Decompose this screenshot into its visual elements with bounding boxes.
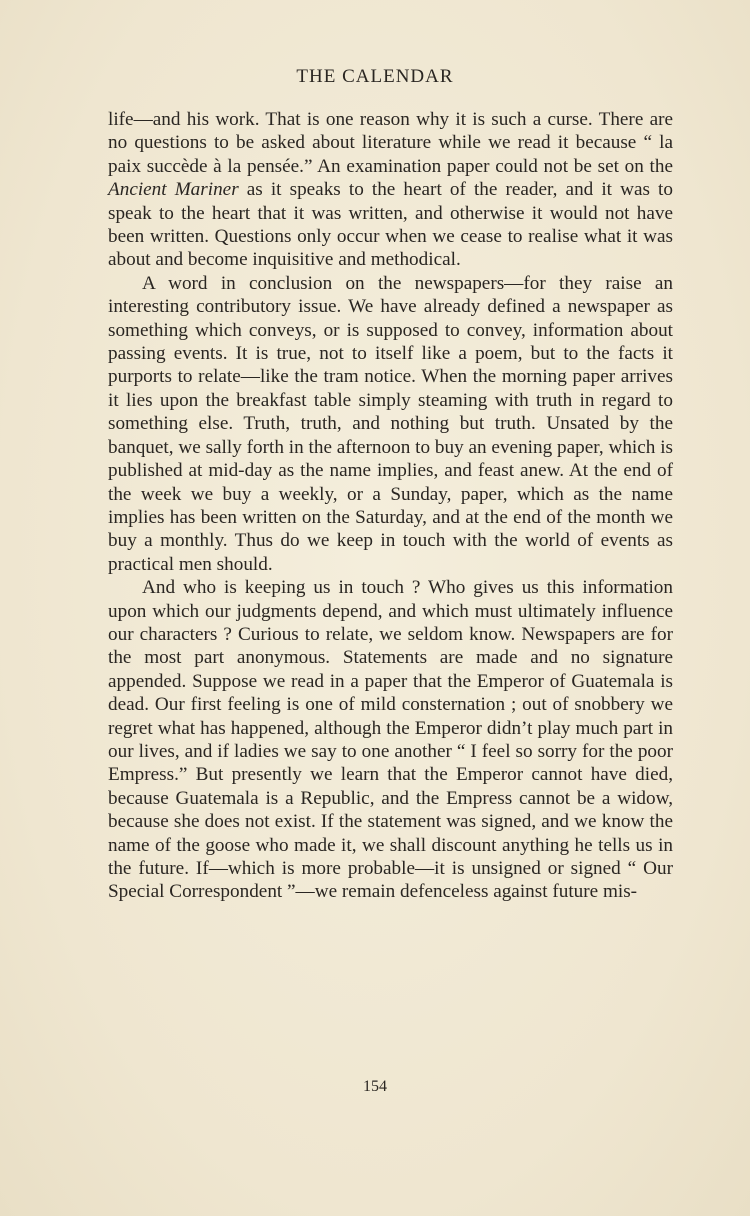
running-head: THE CALENDAR <box>296 66 454 87</box>
paragraph-2: A word in conclusion on the newspapers—for they raise an interesting contributory issue. We have already defined a newspaper as something which conveys, or is supposed to convey, information about passing events. It is true, not to itself like a poem, but to the facts it purports to relate—like the tram notice. When the morning paper arrives it lies upon the breakfast table simply steaming with truth in regard to something else. Truth, truth, and nothing but truth. Unsated by the banquet, we sally forth in the afternoon to buy an evening paper, which is published at mid-day as the name implies, and feast anew. At the end of the week we buy a weekly, or a Sunday, paper, which as the name implies has been written on the Saturday, and at the end of the month we buy a monthly. Thus do we keep in touch with the world of events as practical men should. <box>108 272 673 575</box>
page-number: 154 <box>363 1078 387 1095</box>
paragraph-1-text-a: life—and his work. That is one reason why it is such a curse. There are no questions to be asked about literature while we read it because “ la paix succède à la pensée.” An examination paper could not be set on the <box>108 109 673 177</box>
paragraph-1-text-b: as it speaks to the heart of the reader, and it was to speak to the heart that it was written, and otherwise it would not have been written. Questions only occur when we cease to realise what it was about and become inquisitive and methodical. <box>108 179 673 271</box>
body-text <box>108 108 673 904</box>
paragraph-3: And who is keeping us in touch ? Who gives us this information upon which our judgments depend, and which must ultimately influence our characters ? Curious to relate, we seldom know. Newspapers are for the most part anonymous. Statements are made and no signature appended. Suppose we read in a paper that the Emperor of Guatemala is dead. Our first feeling is one of mild consternation ; out of snobbery we regret what has happened, although the Emperor didn’t play much part in our lives, and if ladies we say to one another “ I feel so sorry for the poor Empress.” But presently we learn that the Emperor cannot have died, because Guatemala is a Republic, and the Empress cannot be a widow, because she does not exist. If the statement was signed, and we know the name of the goose who made it, we shall discount anything he tells us in the future. If—which is more probable—it is unsigned or signed “ Our Special Correspondent ”—we remain defenceless against future mis- <box>108 577 673 903</box>
book-title: Ancient Mariner <box>108 179 239 201</box>
paragraph-1 <box>108 108 673 272</box>
